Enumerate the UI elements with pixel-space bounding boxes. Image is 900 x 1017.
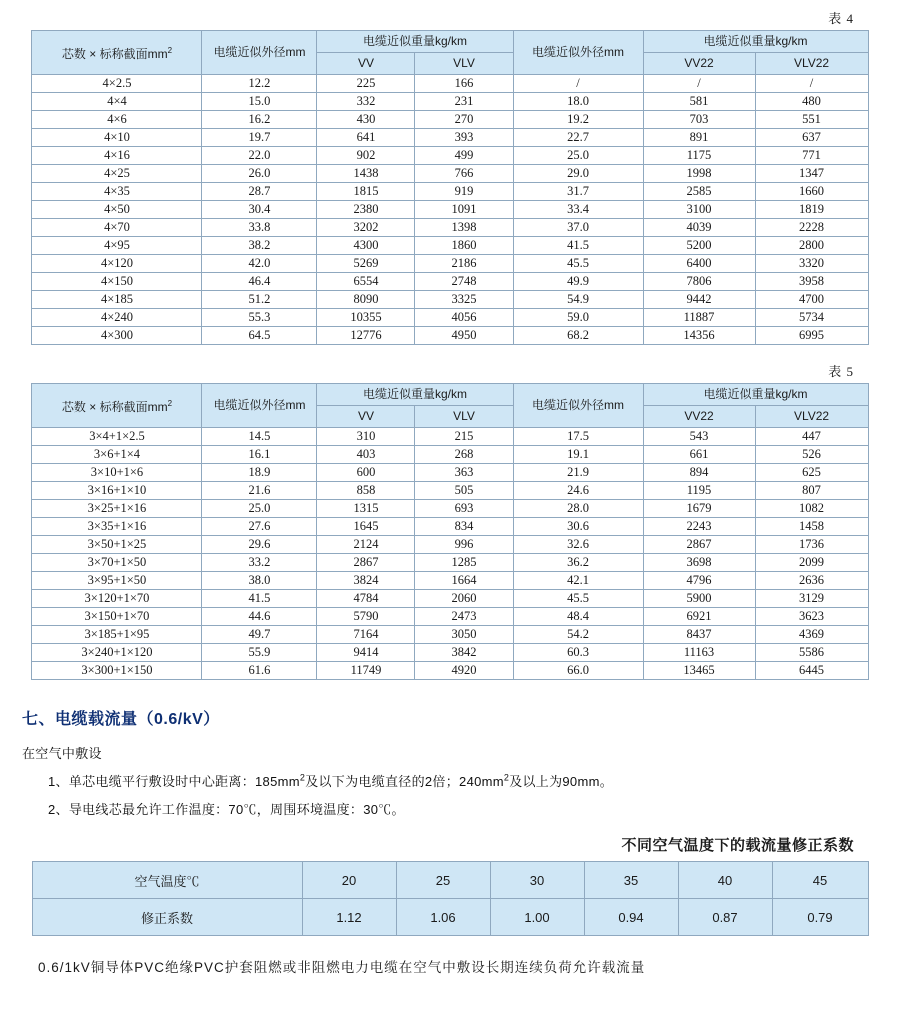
cell-value: 270 <box>415 111 513 129</box>
cell-value: 2186 <box>415 255 513 273</box>
cell-spec: 4×70 <box>32 219 202 237</box>
cell-value: 1285 <box>415 554 513 572</box>
cell-spec: 3×10+1×6 <box>32 464 202 482</box>
cell-value: 6400 <box>643 255 755 273</box>
cell-value: 26.0 <box>202 165 317 183</box>
cell-value: 551 <box>755 111 868 129</box>
cell-value: 4784 <box>317 590 415 608</box>
t5-head-outer-diam-1: 电缆近似外径mm <box>202 384 317 428</box>
cell-spec: 4×240 <box>32 309 202 327</box>
coef-factor-value: 1.06 <box>396 899 490 936</box>
cell-value: 24.6 <box>513 482 643 500</box>
cell-value: 996 <box>415 536 513 554</box>
cell-value: 231 <box>415 93 513 111</box>
cell-value: 33.2 <box>202 554 317 572</box>
table-row <box>32 518 868 536</box>
cell-value: 28.0 <box>513 500 643 518</box>
cell-value: 1195 <box>643 482 755 500</box>
cell-spec: 4×120 <box>32 255 202 273</box>
cell-value: 48.4 <box>513 608 643 626</box>
coef-temperature-value: 40 <box>678 862 772 899</box>
cell-value: / <box>513 75 643 93</box>
cell-value: 393 <box>415 129 513 147</box>
cell-value: 31.7 <box>513 183 643 201</box>
t4-head-vlv: VLV <box>415 53 513 75</box>
cell-value: 45.5 <box>513 255 643 273</box>
cell-spec: 4×35 <box>32 183 202 201</box>
cell-value: 28.7 <box>202 183 317 201</box>
coef-table-title: 不同空气温度下的载流量修正系数 <box>621 837 854 854</box>
cell-value: 166 <box>415 75 513 93</box>
cell-value: 807 <box>755 482 868 500</box>
coef-temperature-value: 20 <box>302 862 396 899</box>
cell-value: 9442 <box>643 291 755 309</box>
t4-head-outer-diam-1: 电缆近似外径mm <box>202 31 317 75</box>
cell-value: 42.0 <box>202 255 317 273</box>
cell-spec: 3×6+1×4 <box>32 446 202 464</box>
cell-value: 2636 <box>755 572 868 590</box>
cell-value: 693 <box>415 500 513 518</box>
cell-value: 45.5 <box>513 590 643 608</box>
cell-value: 1091 <box>415 201 513 219</box>
cell-value: 19.1 <box>513 446 643 464</box>
cell-spec: 4×185 <box>32 291 202 309</box>
t4-head-vlv22: VLV22 <box>755 53 868 75</box>
table-4 <box>31 30 868 345</box>
cell-value: 1315 <box>317 500 415 518</box>
coef-row-label-temperature: 空气温度℃ <box>32 862 302 899</box>
cell-value: 19.7 <box>202 129 317 147</box>
cell-value: 54.2 <box>513 626 643 644</box>
cell-value: 5269 <box>317 255 415 273</box>
cell-value: 13465 <box>643 662 755 680</box>
cell-value: 2243 <box>643 518 755 536</box>
table-row <box>32 165 868 183</box>
cell-value: 2228 <box>755 219 868 237</box>
cell-value: 22.0 <box>202 147 317 165</box>
cell-value: 600 <box>317 464 415 482</box>
cell-value: 6921 <box>643 608 755 626</box>
cell-value: 5200 <box>643 237 755 255</box>
cell-value: 25.0 <box>513 147 643 165</box>
cell-value: 505 <box>415 482 513 500</box>
cell-value: 6995 <box>755 327 868 345</box>
cell-value: 430 <box>317 111 415 129</box>
cell-value: 12.2 <box>202 75 317 93</box>
cell-value: 480 <box>755 93 868 111</box>
cell-value: 11887 <box>643 309 755 327</box>
table-row <box>32 309 868 327</box>
table-row <box>32 75 868 93</box>
cell-spec: 4×300 <box>32 327 202 345</box>
table-row <box>32 147 868 165</box>
cell-value: 1347 <box>755 165 868 183</box>
cell-value: 1815 <box>317 183 415 201</box>
cell-spec: 4×10 <box>32 129 202 147</box>
table-row <box>32 428 868 446</box>
coef-temperature-value: 30 <box>490 862 584 899</box>
cell-value: 1438 <box>317 165 415 183</box>
cell-value: 12776 <box>317 327 415 345</box>
cell-value: 22.7 <box>513 129 643 147</box>
cell-value: 1645 <box>317 518 415 536</box>
cell-spec: 4×2.5 <box>32 75 202 93</box>
cell-spec: 4×4 <box>32 93 202 111</box>
cell-value: 7806 <box>643 273 755 291</box>
cell-value: 41.5 <box>513 237 643 255</box>
cell-value: 2124 <box>317 536 415 554</box>
cell-value: 6554 <box>317 273 415 291</box>
table5-caption: 表 5 <box>828 364 854 379</box>
cell-value: 18.0 <box>513 93 643 111</box>
cell-value: 919 <box>415 183 513 201</box>
cell-value: 29.0 <box>513 165 643 183</box>
cell-value: 858 <box>317 482 415 500</box>
cell-value: 1398 <box>415 219 513 237</box>
cell-value: 49.7 <box>202 626 317 644</box>
coef-row-label-factor: 修正系数 <box>32 899 302 936</box>
table-row <box>32 536 868 554</box>
cell-spec: 3×120+1×70 <box>32 590 202 608</box>
cell-value: 4056 <box>415 309 513 327</box>
t4-head-outer-diam-2: 电缆近似外径mm <box>513 31 643 75</box>
cell-value: 16.1 <box>202 446 317 464</box>
cell-value: 2380 <box>317 201 415 219</box>
cell-value: 64.5 <box>202 327 317 345</box>
cell-value: 225 <box>317 75 415 93</box>
cell-value: 16.2 <box>202 111 317 129</box>
table-row <box>32 862 868 899</box>
cell-spec: 3×300+1×150 <box>32 662 202 680</box>
t5-head-core-section: 芯数 × 标称截面$mm^2$ <box>32 384 202 428</box>
cell-value: 2867 <box>317 554 415 572</box>
table-row <box>32 644 868 662</box>
coef-factor-value: 1.12 <box>302 899 396 936</box>
footnote-text: 0.6/1kV铜导体PVC绝缘PVC护套阻燃或非阻燃电力电缆在空气中敷设长期连续负荷允许载流量 <box>38 960 646 975</box>
section-intro: 在空气中敷设 <box>22 746 102 761</box>
cell-value: 703 <box>643 111 755 129</box>
cell-value: 661 <box>643 446 755 464</box>
cell-spec: 3×50+1×25 <box>32 536 202 554</box>
t4-head-core-section: 芯数 × 标称截面$mm^2$ <box>32 31 202 75</box>
table-row <box>32 446 868 464</box>
correction-factor-body <box>32 862 868 936</box>
cell-value: 55.3 <box>202 309 317 327</box>
cell-value: 41.5 <box>202 590 317 608</box>
cell-value: 3824 <box>317 572 415 590</box>
coef-factor-value: 1.00 <box>490 899 584 936</box>
cell-value: 4796 <box>643 572 755 590</box>
table4-caption: 表 4 <box>828 11 854 26</box>
cell-spec: 3×150+1×70 <box>32 608 202 626</box>
cell-value: 51.2 <box>202 291 317 309</box>
cell-value: 5734 <box>755 309 868 327</box>
cell-value: 766 <box>415 165 513 183</box>
cell-spec: 3×35+1×16 <box>32 518 202 536</box>
section-item-2: 2、导电线芯最允许工作温度：70℃，周围环境温度：30℃。 <box>48 802 405 817</box>
cell-value: 902 <box>317 147 415 165</box>
cell-value: 3100 <box>643 201 755 219</box>
cell-value: 5790 <box>317 608 415 626</box>
cell-value: 38.2 <box>202 237 317 255</box>
cell-value: 46.4 <box>202 273 317 291</box>
cell-value: 6445 <box>755 662 868 680</box>
cell-value: 332 <box>317 93 415 111</box>
cell-value: 3325 <box>415 291 513 309</box>
section-item-1: 1、单芯电缆平行敷设时中心距离：$185mm^2$及以下为电缆直径的2倍；$240mm^2$及以上为90mm。 <box>48 772 614 789</box>
cell-spec: 3×16+1×10 <box>32 482 202 500</box>
cell-value: 1660 <box>755 183 868 201</box>
cell-value: 10355 <box>317 309 415 327</box>
cell-value: 4039 <box>643 219 755 237</box>
cell-value: / <box>755 75 868 93</box>
cell-value: 3698 <box>643 554 755 572</box>
cell-value: 18.9 <box>202 464 317 482</box>
cell-value: 14.5 <box>202 428 317 446</box>
cell-value: 2800 <box>755 237 868 255</box>
cell-value: 1082 <box>755 500 868 518</box>
cell-value: 8090 <box>317 291 415 309</box>
table-row <box>32 572 868 590</box>
cell-value: 4950 <box>415 327 513 345</box>
table-row <box>32 662 868 680</box>
cell-value: 3202 <box>317 219 415 237</box>
cell-value: 4700 <box>755 291 868 309</box>
cell-value: 3320 <box>755 255 868 273</box>
cell-value: 5586 <box>755 644 868 662</box>
cell-value: 1736 <box>755 536 868 554</box>
cell-value: 581 <box>643 93 755 111</box>
cell-value: 1860 <box>415 237 513 255</box>
table-row <box>32 590 868 608</box>
cell-value: 33.4 <box>513 201 643 219</box>
table-row <box>32 500 868 518</box>
table-row <box>32 201 868 219</box>
coef-factor-value: 0.79 <box>772 899 868 936</box>
cell-value: 526 <box>755 446 868 464</box>
cell-value: 4920 <box>415 662 513 680</box>
cell-value: 625 <box>755 464 868 482</box>
cell-value: 59.0 <box>513 309 643 327</box>
table-row <box>32 608 868 626</box>
cell-value: 2473 <box>415 608 513 626</box>
cell-value: 33.8 <box>202 219 317 237</box>
table-4-body <box>32 75 868 345</box>
correction-factor-table <box>32 861 869 936</box>
table-row <box>32 899 868 936</box>
cell-spec: 3×4+1×2.5 <box>32 428 202 446</box>
table-row <box>32 219 868 237</box>
cell-value: 641 <box>317 129 415 147</box>
cell-value: 7164 <box>317 626 415 644</box>
cell-value: 2099 <box>755 554 868 572</box>
cell-value: 447 <box>755 428 868 446</box>
t5-head-vlv22: VLV22 <box>755 406 868 428</box>
cell-value: 3129 <box>755 590 868 608</box>
t5-head-weight-group-1: 电缆近似重量kg/km <box>317 384 513 406</box>
cell-value: 1458 <box>755 518 868 536</box>
table-row <box>32 464 868 482</box>
cell-spec: 4×95 <box>32 237 202 255</box>
t5-head-vv22: VV22 <box>643 406 755 428</box>
cell-value: 771 <box>755 147 868 165</box>
cell-value: 403 <box>317 446 415 464</box>
page-bottom-mark <box>46 982 900 994</box>
cell-value: 3958 <box>755 273 868 291</box>
cell-value: 29.6 <box>202 536 317 554</box>
table-row <box>32 327 868 345</box>
coef-factor-value: 0.87 <box>678 899 772 936</box>
cell-value: 30.6 <box>513 518 643 536</box>
cell-value: 8437 <box>643 626 755 644</box>
coef-temperature-value: 25 <box>396 862 490 899</box>
cell-spec: 4×25 <box>32 165 202 183</box>
t4-head-vv22: VV22 <box>643 53 755 75</box>
cell-value: 60.3 <box>513 644 643 662</box>
cell-value: 9414 <box>317 644 415 662</box>
table-row <box>32 183 868 201</box>
table-5-body <box>32 428 868 680</box>
cell-value: 3050 <box>415 626 513 644</box>
cell-value: 4300 <box>317 237 415 255</box>
cell-value: 1679 <box>643 500 755 518</box>
t5-head-vv: VV <box>317 406 415 428</box>
table-row <box>32 291 868 309</box>
cell-value: 3623 <box>755 608 868 626</box>
cell-value: 44.6 <box>202 608 317 626</box>
coef-temperature-value: 45 <box>772 862 868 899</box>
cell-value: 36.2 <box>513 554 643 572</box>
cell-value: 11163 <box>643 644 755 662</box>
cell-value: 42.1 <box>513 572 643 590</box>
cell-value: 38.0 <box>202 572 317 590</box>
cell-value: 1819 <box>755 201 868 219</box>
cell-spec: 3×25+1×16 <box>32 500 202 518</box>
cell-value: 55.9 <box>202 644 317 662</box>
cell-value: 1175 <box>643 147 755 165</box>
cell-spec: 3×95+1×50 <box>32 572 202 590</box>
cell-spec: 3×70+1×50 <box>32 554 202 572</box>
table-row <box>32 482 868 500</box>
cell-value: / <box>643 75 755 93</box>
cell-value: 268 <box>415 446 513 464</box>
t5-head-weight-group-2: 电缆近似重量kg/km <box>643 384 868 406</box>
cell-value: 68.2 <box>513 327 643 345</box>
t4-head-vv: VV <box>317 53 415 75</box>
cell-value: 499 <box>415 147 513 165</box>
t5-head-vlv: VLV <box>415 406 513 428</box>
t4-head-weight-group-1: 电缆近似重量kg/km <box>317 31 513 53</box>
cell-value: 543 <box>643 428 755 446</box>
cell-value: 61.6 <box>202 662 317 680</box>
cell-value: 49.9 <box>513 273 643 291</box>
table-row <box>32 237 868 255</box>
cell-value: 21.6 <box>202 482 317 500</box>
table-row <box>32 129 868 147</box>
cell-value: 215 <box>415 428 513 446</box>
cell-spec: 3×240+1×120 <box>32 644 202 662</box>
coef-factor-value: 0.94 <box>584 899 678 936</box>
cell-value: 37.0 <box>513 219 643 237</box>
cell-value: 5900 <box>643 590 755 608</box>
cell-spec: 4×16 <box>32 147 202 165</box>
cell-value: 2060 <box>415 590 513 608</box>
table-row <box>32 626 868 644</box>
cell-value: 637 <box>755 129 868 147</box>
cell-value: 894 <box>643 464 755 482</box>
cell-value: 14356 <box>643 327 755 345</box>
cell-value: 25.0 <box>202 500 317 518</box>
table-5 <box>31 383 868 680</box>
document-page <box>0 8 900 1017</box>
cell-value: 11749 <box>317 662 415 680</box>
table-row <box>32 255 868 273</box>
cell-value: 21.9 <box>513 464 643 482</box>
cell-spec: 4×6 <box>32 111 202 129</box>
cell-value: 363 <box>415 464 513 482</box>
cell-value: 2867 <box>643 536 755 554</box>
cell-spec: 4×150 <box>32 273 202 291</box>
cell-value: 891 <box>643 129 755 147</box>
cell-value: 19.2 <box>513 111 643 129</box>
section-heading: 七、电缆载流量（0.6/kV） <box>22 711 220 728</box>
cell-value: 32.6 <box>513 536 643 554</box>
cell-value: 27.6 <box>202 518 317 536</box>
cell-value: 2748 <box>415 273 513 291</box>
coef-temperature-value: 35 <box>584 862 678 899</box>
cell-value: 30.4 <box>202 201 317 219</box>
cell-value: 310 <box>317 428 415 446</box>
table-row <box>32 554 868 572</box>
cell-value: 54.9 <box>513 291 643 309</box>
cell-value: 1664 <box>415 572 513 590</box>
cell-value: 834 <box>415 518 513 536</box>
cell-value: 4369 <box>755 626 868 644</box>
cell-value: 66.0 <box>513 662 643 680</box>
cell-value: 15.0 <box>202 93 317 111</box>
cell-value: 2585 <box>643 183 755 201</box>
cell-value: 17.5 <box>513 428 643 446</box>
cell-value: 3842 <box>415 644 513 662</box>
cell-spec: 4×50 <box>32 201 202 219</box>
cell-spec: 3×185+1×95 <box>32 626 202 644</box>
table-row <box>32 93 868 111</box>
table-row <box>32 111 868 129</box>
t5-head-outer-diam-2: 电缆近似外径mm <box>513 384 643 428</box>
cell-value: 1998 <box>643 165 755 183</box>
table-row <box>32 273 868 291</box>
t4-head-weight-group-2: 电缆近似重量kg/km <box>643 31 868 53</box>
